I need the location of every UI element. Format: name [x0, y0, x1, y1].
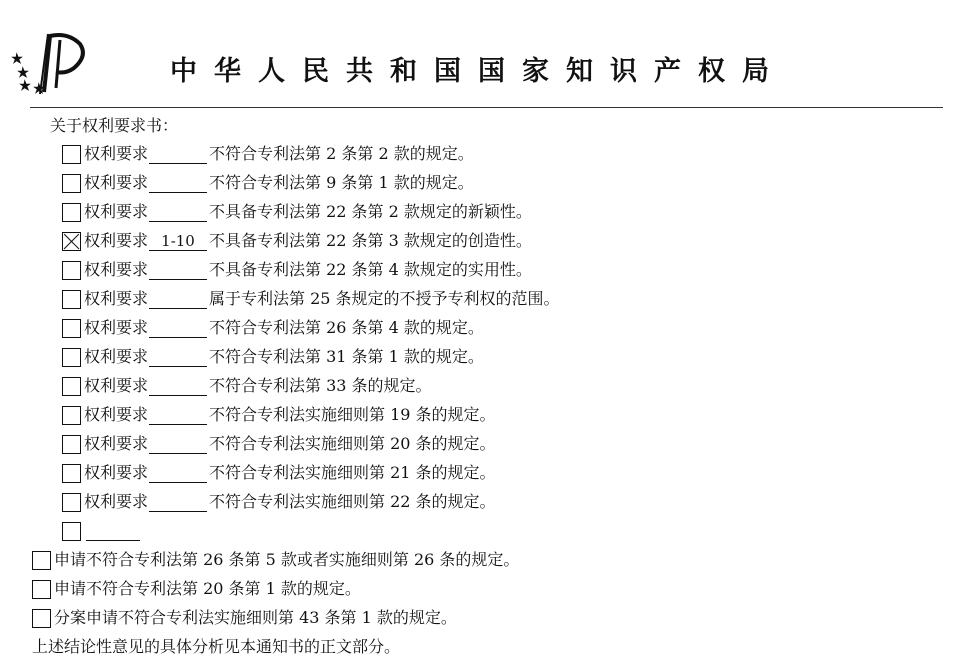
claim-numbers-field[interactable]	[149, 145, 207, 164]
claim-item[interactable]	[62, 459, 496, 487]
claim-checkbox[interactable]	[62, 406, 81, 425]
claim-checkbox[interactable]	[62, 174, 81, 193]
claim-text: 不符合专利法第 2 条第 2 款的规定。	[209, 144, 474, 163]
claim-prefix: 权利要求	[84, 173, 149, 192]
claim-blank-checkbox[interactable]	[62, 522, 81, 541]
claim-item[interactable]	[62, 227, 532, 255]
claim-prefix: 权利要求	[84, 405, 149, 424]
claim-checkbox[interactable]	[62, 493, 81, 512]
claim-numbers-field[interactable]	[149, 348, 207, 367]
claim-numbers-field[interactable]	[149, 406, 207, 425]
claim-prefix: 权利要求	[84, 260, 149, 279]
conclusion-text: 上述结论性意见的具体分析见本通知书的正文部分。	[32, 637, 401, 656]
claim-checkbox[interactable]	[62, 290, 81, 309]
section-heading	[50, 112, 178, 140]
claim-item[interactable]	[62, 169, 474, 197]
claim-numbers-field[interactable]	[149, 493, 207, 512]
cnipa-logo	[10, 30, 94, 96]
application-item[interactable]	[32, 604, 457, 632]
claim-prefix: 权利要求	[84, 289, 149, 308]
claim-item[interactable]	[62, 256, 532, 284]
application-text: 分案申请不符合专利法实施细则第 43 条第 1 款的规定。	[54, 608, 457, 627]
claim-text: 不具备专利法第 22 条第 2 款规定的新颖性。	[209, 202, 532, 221]
claim-numbers-field[interactable]	[149, 319, 207, 338]
claim-item[interactable]	[62, 372, 432, 400]
office-title: 中华人民共和国国家知识产权局	[170, 56, 786, 87]
claim-item[interactable]	[62, 430, 496, 458]
application-checkbox[interactable]	[32, 580, 51, 599]
claim-text: 不符合专利法第 26 条第 4 款的规定。	[209, 318, 484, 337]
claim-prefix: 权利要求	[84, 463, 149, 482]
claim-text: 属于专利法第 25 条规定的不授予专利权的范围。	[209, 289, 560, 308]
claim-text: 不具备专利法第 22 条第 4 款规定的实用性。	[209, 260, 532, 279]
claim-numbers-field[interactable]	[149, 435, 207, 454]
claim-item[interactable]	[62, 140, 474, 168]
claim-blank-field[interactable]	[86, 522, 140, 541]
claim-text: 不符合专利法第 31 条第 1 款的规定。	[209, 347, 484, 366]
application-checkbox[interactable]	[32, 551, 51, 570]
claim-item[interactable]	[62, 343, 484, 371]
section-heading-text: 关于权利要求书：	[50, 116, 179, 135]
claim-item[interactable]	[62, 285, 560, 313]
conclusion	[32, 633, 400, 661]
claim-numbers-field[interactable]	[149, 290, 207, 309]
claim-text: 不符合专利法实施细则第 21 条的规定。	[209, 463, 496, 482]
claim-prefix: 权利要求	[84, 231, 149, 250]
claim-numbers-field[interactable]	[149, 377, 207, 396]
claim-checkbox[interactable]	[62, 464, 81, 483]
claim-text: 不符合专利法实施细则第 22 条的规定。	[209, 492, 496, 511]
claim-numbers-field[interactable]	[149, 464, 207, 483]
claim-item[interactable]	[62, 488, 496, 516]
application-text: 申请不符合专利法第 20 条第 1 款的规定。	[54, 579, 361, 598]
claim-prefix: 权利要求	[84, 347, 149, 366]
claim-prefix: 权利要求	[84, 144, 149, 163]
claim-item-blank[interactable]	[62, 517, 142, 545]
claim-prefix: 权利要求	[84, 202, 149, 221]
claim-checkbox[interactable]	[62, 261, 81, 280]
application-item[interactable]	[32, 546, 519, 574]
claim-text: 不具备专利法第 22 条第 3 款规定的创造性。	[209, 231, 532, 250]
claim-text: 不符合专利法实施细则第 20 条的规定。	[209, 434, 496, 453]
claim-text: 不符合专利法第 9 条第 1 款的规定。	[209, 173, 474, 192]
claim-text: 不符合专利法第 33 条的规定。	[209, 376, 432, 395]
header-divider	[30, 107, 943, 108]
claim-text: 不符合专利法实施细则第 19 条的规定。	[209, 405, 496, 424]
claim-checkbox[interactable]	[62, 377, 81, 396]
claim-item[interactable]	[62, 314, 484, 342]
claim-numbers-field[interactable]: 1-10	[149, 232, 207, 251]
claim-item[interactable]	[62, 401, 496, 429]
claim-prefix: 权利要求	[84, 376, 149, 395]
claim-checkbox[interactable]	[62, 203, 81, 222]
claim-prefix: 权利要求	[84, 492, 149, 511]
claim-numbers-field[interactable]	[149, 261, 207, 280]
application-item[interactable]	[32, 575, 361, 603]
application-checkbox[interactable]	[32, 609, 51, 628]
claim-numbers-field[interactable]	[149, 174, 207, 193]
claim-checkbox[interactable]	[62, 232, 81, 251]
claim-checkbox[interactable]	[62, 145, 81, 164]
claim-checkbox[interactable]	[62, 435, 81, 454]
claim-numbers-field[interactable]	[149, 203, 207, 222]
claim-prefix: 权利要求	[84, 318, 149, 337]
claim-checkbox[interactable]	[62, 319, 81, 338]
claim-item[interactable]	[62, 198, 532, 226]
claim-checkbox[interactable]	[62, 348, 81, 367]
application-text: 申请不符合专利法第 26 条第 5 款或者实施细则第 26 条的规定。	[54, 550, 520, 569]
claim-prefix: 权利要求	[84, 434, 149, 453]
